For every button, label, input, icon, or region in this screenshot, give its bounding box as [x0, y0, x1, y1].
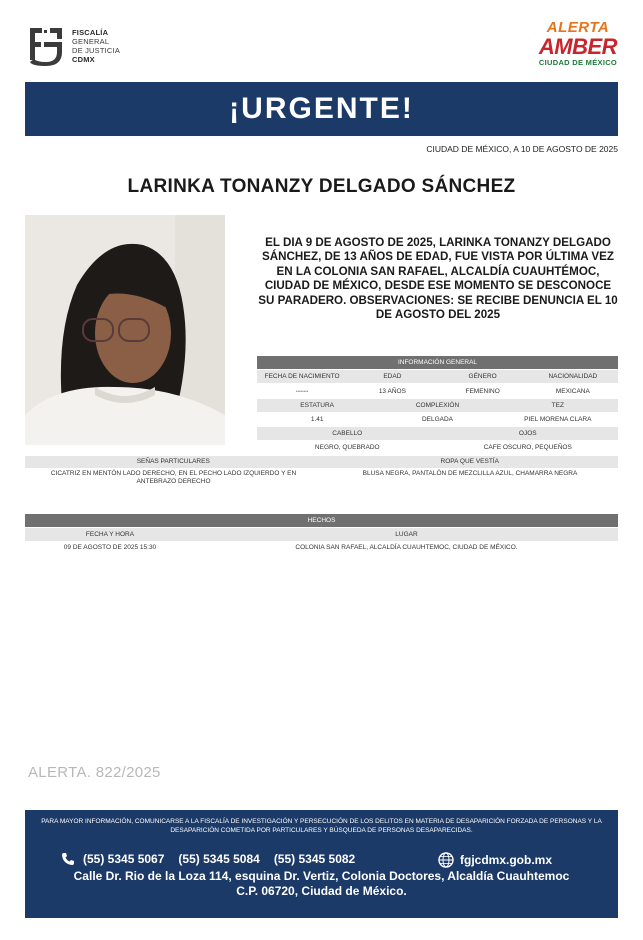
label-genero: GÉNERO — [468, 373, 497, 380]
value-ojos: CAFE OSCURO, PEQUEÑOS — [483, 444, 572, 451]
senas-ropa-labels — [25, 456, 618, 468]
address-line-2: C.P. 06720, Ciudad de México. — [236, 884, 407, 898]
address — [25, 869, 618, 899]
label-nacionalidad: NACIONALIDAD — [548, 373, 598, 380]
amber-logo-line1: ALERTA — [546, 19, 610, 36]
value-complexion: DELGADA — [421, 416, 454, 423]
fgj-logo-text: FISCALÍA GENERAL DE JUSTICIA CDMX — [72, 28, 121, 64]
info-labels-row-2 — [257, 399, 618, 412]
disappearance-description: EL DIA 9 DE AGOSTO DE 2025, LARINKA TONANZY DELGADO SÁNCHEZ, DE 13 AÑOS DE EDAD, FUE VISTA POR ÚLTIMA VEZ EN LA COLONIA SAN RAFAEL, ALCALDÍA CUAUHTÉMOC, CIUDAD DE MÉXICO, DESDE ESE MOMENTO SE DESCONOCE SU PARADERO. OBSERVACIONES: SE RECIBE DENUNCIA EL 10 DE AGOSTO DEL 2025 — [258, 236, 618, 322]
label-ropa: ROPA QUE VESTÍA — [440, 458, 499, 465]
fgj-logo — [24, 22, 134, 74]
value-edad: 13 AÑOS — [378, 388, 406, 395]
footer-info-text: PARA MAYOR INFORMACIÓN, COMUNICARSE A LA FISCALÍA DE INVESTIGACIÓN Y PERSECUCIÓN DE LOS DELITOS EN MATERIA DE DESAPARICIÓN FORZADA DE PERSONAS Y LA DESAPARICIÓN COMETIDA POR PARTICULARES Y BÚSQUEDA DE PERSONAS DESAPARECIDAS. — [41, 818, 602, 834]
phone-number-1[interactable]: (55) 5345 5067 — [83, 852, 165, 866]
label-tez: TEZ — [551, 402, 564, 409]
label-edad: EDAD — [383, 373, 402, 380]
phone-list — [61, 852, 369, 866]
amber-logo-line2: AMBER — [538, 34, 618, 59]
hechos-header: HECHOS — [25, 514, 618, 527]
alerta-number: ALERTA. 822/2025 — [28, 764, 161, 781]
info-general-header: INFORMACIÓN GENERAL — [257, 356, 618, 369]
value-cabello: NEGRO, QUEBRADO — [314, 444, 380, 451]
info-values-row-3 — [257, 441, 618, 454]
info-values-row-1 — [257, 385, 618, 398]
phone-number-3[interactable]: (55) 5345 5082 — [273, 852, 356, 866]
value-nacionalidad: MEXICANA — [555, 388, 590, 395]
label-complexion: COMPLEXIÓN — [415, 402, 460, 409]
value-fecha-hora: 09 DE AGOSTO DE 2025 15:30 — [63, 544, 157, 551]
label-fecha-hora: FECHA Y HORA — [85, 531, 135, 538]
value-ropa: BLUSA NEGRA, PANTALÓN DE MEZCLILLA AZUL, CHAMARRA NEGRA — [362, 470, 578, 477]
label-lugar: LUGAR — [395, 531, 418, 538]
label-senas: SEÑAS PARTICULARES — [136, 458, 210, 465]
value-estatura: 1.41 — [310, 416, 324, 423]
hechos-values — [25, 542, 618, 554]
amber-logo-line3: CIUDAD DE MÉXICO — [538, 58, 618, 67]
label-cabello: CABELLO — [332, 430, 363, 437]
contact-footer — [25, 810, 618, 918]
hechos-labels — [25, 528, 618, 541]
value-tez: PIEL MORENA CLARA — [524, 416, 592, 423]
value-fecha-nacimiento: ******** — [295, 389, 309, 394]
website-link[interactable]: fgjcdmx.gob.mx — [460, 853, 553, 867]
portrait-image — [25, 215, 225, 445]
banner-title: ¡URGENTE! — [229, 92, 414, 125]
label-ojos: OJOS — [518, 430, 537, 437]
phone-number-2[interactable]: (55) 5345 5084 — [178, 852, 260, 866]
phone-icon — [61, 852, 75, 866]
date-line: CIUDAD DE MÉXICO, A 10 DE AGOSTO DE 2025 — [426, 144, 618, 154]
alerta-amber-logo — [534, 20, 622, 80]
value-genero: FEMENINO — [465, 388, 500, 395]
info-labels-row-1 — [257, 370, 618, 383]
value-senas: CICATRIZ EN MENTÓN LADO DERECHO, EN EL PECHO LADO IZQUIERDO Y EN ANTEBRAZO DERECHO — [50, 470, 297, 485]
person-photo — [25, 215, 225, 445]
urgent-banner — [25, 82, 618, 136]
address-line-1: Calle Dr. Rio de la Loza 114, esquina Dr. Vertiz, Colonia Doctores, Alcaldía Cuauhtemoc — [73, 869, 570, 883]
value-lugar: COLONIA SAN RAFAEL, ALCALDÍA CUAUHTEMOC, CIUDAD DE MÉXICO. — [295, 544, 518, 551]
label-estatura: ESTATURA — [300, 402, 335, 409]
website — [438, 852, 552, 868]
fgj-emblem-icon — [24, 22, 68, 72]
globe-icon — [438, 852, 454, 868]
info-values-row-2 — [257, 413, 618, 426]
label-fecha-nacimiento: FECHA DE NACIMIENTO — [264, 373, 340, 380]
person-name: LARINKA TONANZY DELGADO SÁNCHEZ — [127, 176, 516, 197]
info-labels-row-3 — [257, 427, 618, 440]
